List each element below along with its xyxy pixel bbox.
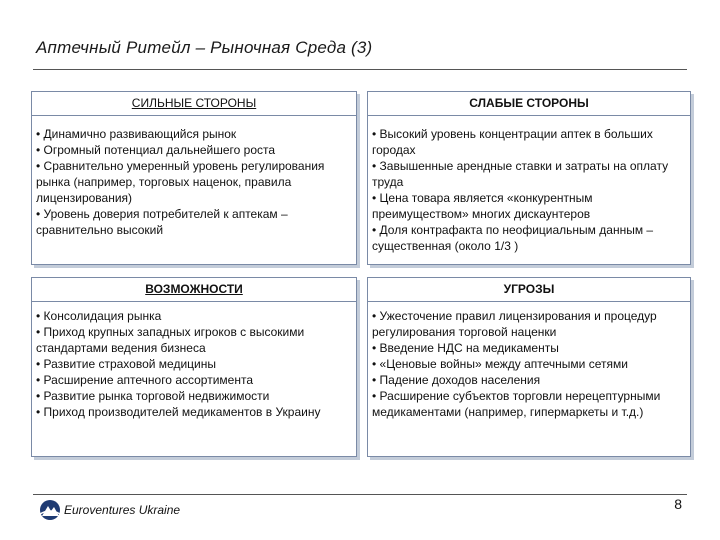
list-item: • Доля контрафакта по неофициальным данным – существенная (около 1/3 ) — [372, 223, 654, 253]
threats-box — [367, 277, 691, 457]
strengths-list — [36, 126, 352, 238]
list-item: • Высокий уровень концентрации аптек в больших городах — [372, 127, 653, 157]
page-number: 8 — [674, 496, 682, 512]
weaknesses-title: СЛАБЫЕ СТОРОНЫ — [469, 96, 589, 110]
strengths-box — [31, 91, 357, 265]
list-item: • Сравнительно умеренный уровень регулирования рынка (например, торговых наценок, правила лицензирования) — [36, 159, 325, 205]
list-item: • «Ценовые войны» между аптечными сетями — [372, 357, 628, 371]
threats-list — [372, 308, 686, 420]
company-name: Euroventures Ukraine — [64, 503, 181, 517]
page-title: Аптечный Ритейл – Рыночная Среда (3) — [36, 38, 373, 57]
list-item: • Приход крупных западных игроков с высокими стандартами ведения бизнеса — [36, 325, 305, 355]
list-item: • Расширение субъектов торговли нерецептурными медикаментами (например, гипермаркеты и т.д.) — [372, 389, 661, 419]
opportunities-box — [31, 277, 357, 457]
opportunities-title: ВОЗМОЖНОСТИ — [145, 282, 243, 296]
weaknesses-box — [367, 91, 691, 265]
list-item: • Развитие рынка торговой недвижимости — [36, 389, 270, 403]
list-item: • Огромный потенциал дальнейшего роста — [36, 143, 276, 157]
strengths-divider — [32, 115, 356, 116]
list-item: • Расширение аптечного ассортимента — [36, 373, 253, 387]
title-divider — [33, 69, 687, 70]
list-item: • Консолидация рынка — [36, 309, 162, 323]
list-item: • Динамично развивающийся рынок — [36, 127, 237, 141]
list-item: • Ужесточение правил лицензирования и процедур регулирования торговой наценки — [372, 309, 657, 339]
euroventures-logo-icon — [38, 499, 62, 521]
threats-title: УГРОЗЫ — [503, 282, 555, 296]
weaknesses-list — [372, 126, 686, 254]
strengths-title: СИЛЬНЫЕ СТОРОНЫ — [131, 96, 257, 110]
weaknesses-divider — [368, 115, 690, 116]
list-item: • Развитие страховой медицины — [36, 357, 216, 371]
list-item: • Завышенные арендные ставки и затраты на оплату труда — [372, 159, 669, 189]
list-item: • Цена товара является «конкурентным преимуществом» многих дискаунтеров — [372, 191, 593, 221]
opportunities-list — [36, 308, 352, 420]
threats-divider — [368, 301, 690, 302]
list-item: • Уровень доверия потребителей к аптекам – сравнительно высокий — [36, 207, 288, 237]
list-item: • Падение доходов населения — [372, 373, 541, 387]
footer-divider — [33, 494, 687, 495]
list-item: • Введение НДС на медикаменты — [372, 341, 559, 355]
opportunities-divider — [32, 301, 356, 302]
list-item: • Приход производителей медикаментов в Украину — [36, 405, 321, 419]
